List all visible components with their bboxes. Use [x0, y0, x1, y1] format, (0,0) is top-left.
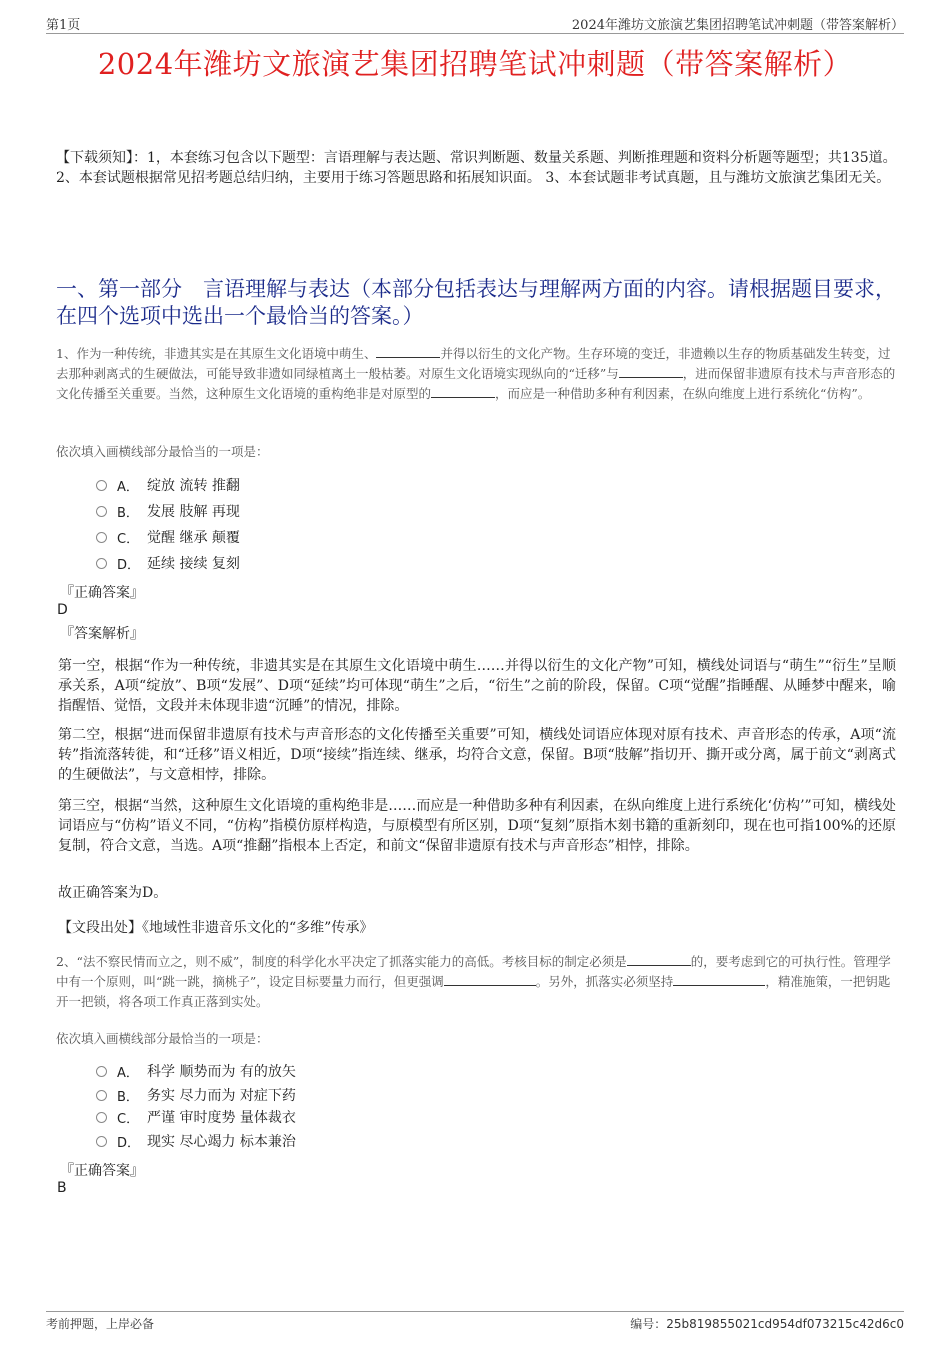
- option-c[interactable]: [96, 1106, 296, 1128]
- option-d[interactable]: [96, 550, 240, 576]
- question-2-prompt: 依次填入画横线部分最恰当的一项是：: [56, 1031, 269, 1046]
- radio-icon[interactable]: [96, 1136, 107, 1147]
- q2-part2: 的，要考虑到它的可执行性。管理学中有一个原则，叫“跳一跳，摘桃子”，设定目标要量力而行，但更强调: [56, 954, 891, 989]
- option-b[interactable]: [96, 1084, 296, 1106]
- question-1-prompt: 依次填入画横线部分最恰当的一项是：: [56, 444, 269, 459]
- code-value: 25b819855021cd954df073215c42d6c0: [666, 1317, 904, 1331]
- analysis-paragraph: 第二空，根据“进而保留非遗原有技术与声音形态的文化传播至关重要”可知，横线处词语应体现对原有技术、声音形态的传承，A项“流转”指流落转徙，和“迁移”语义相近，D项“接续”指连续、继承，均符合文意，保留。B项“肢解”指切开、撕开或分离，属于前文“剥离式的生硬做法”，与文意相悖，排除。: [58, 727, 896, 783]
- header-rule: [46, 33, 904, 34]
- q1-part1: 1、作为一种传统，非遗其实是在其原生文化语境中萌生、: [56, 346, 377, 361]
- document-code: [630, 1315, 904, 1332]
- option-d[interactable]: [96, 1128, 296, 1154]
- document-title: 2024年潍坊文旅演艺集团招聘笔试冲刺题（带答案解析）: [97, 47, 853, 81]
- question-1-options: [96, 472, 240, 576]
- option-a[interactable]: [96, 1058, 296, 1084]
- analysis-label: 『答案解析』: [60, 626, 144, 642]
- option-text: 延续 接续 复刻: [147, 556, 240, 572]
- radio-icon[interactable]: [96, 1066, 107, 1077]
- correct-answer: B: [57, 1180, 67, 1196]
- option-letter: D．: [117, 1135, 141, 1151]
- option-letter: D．: [117, 557, 141, 573]
- analysis-conclusion: 故正确答案为D。: [58, 885, 168, 901]
- option-letter: B．: [117, 1089, 139, 1105]
- answer-label: 『正确答案』: [60, 585, 144, 601]
- analysis-paragraph: 第三空，根据“当然，这种原生文化语境的重构绝非是……而应是一种借助多种有利因素，在纵向维度上进行系统化‘仿构’”可知，横线处词语应与“仿构”语义不同，“仿构”指模仿原样构造，与原模型有所区别，D项“复刻”原指木刻书籍的重新刻印，现在也可指100%的还原复制，符合文意，当选。A项“推翻”指根本上否定，和前文“保留非遗原有技术与声音形态”相悖，排除。: [58, 798, 896, 854]
- option-text: 绽放 流转 推翻: [147, 478, 240, 494]
- option-text: 严谨 审时度势 量体裁衣: [147, 1110, 296, 1126]
- analysis-paragraph: 第一空，根据“作为一种传统，非遗其实是在其原生文化语境中萌生……并得以衍生的文化产物”可知，横线处词语与“萌生”“衍生”呈顺承关系，A项“绽放”、B项“发展”、D项“延续”均可体现“萌生”之后，“衍生”之前的阶段，保留。C项“觉醒”指睡醒、从睡梦中醒来，喻指醒悟、觉悟，文段并未体现非遗“沉睡”的情况，排除。: [58, 658, 896, 714]
- option-text: 务实 尽力而为 对症下药: [147, 1088, 296, 1104]
- blank-3: [431, 385, 495, 398]
- code-label: 编号：: [630, 1317, 667, 1331]
- blank-2: [619, 365, 683, 378]
- option-text: 觉醒 继承 颠覆: [147, 530, 240, 546]
- blank-3: [673, 973, 765, 986]
- running-header: 2024年潍坊文旅演艺集团招聘笔试冲刺题（带答案解析）: [571, 18, 904, 33]
- option-letter: C．: [117, 531, 140, 547]
- q2-part1: 2、“法不察民情而立之，则不威”，制度的科学化水平决定了抓落实能力的高低。考核目标的制定必须是: [56, 954, 627, 969]
- footer-slogan: 考前押题，上岸必备: [46, 1317, 155, 1331]
- radio-icon[interactable]: [96, 480, 107, 491]
- answer-label: 『正确答案』: [60, 1163, 144, 1179]
- page-number: 第1页: [46, 18, 81, 33]
- q2-part4: ，精准施策，一把钥匙开一把锁，将各项工作真正落到实处。: [56, 974, 891, 1009]
- question-2-text: [56, 952, 898, 1012]
- q1-part2: 并得以衍生的文化产物。生存环境的变迁，非遗赖以生存的物质基础发生转变，过去那种剥离式的生硬做法，可能导致非遗如同绿植离土一般枯萎。对原生文化语境实现纵向的“迁移”与: [56, 346, 891, 381]
- option-c[interactable]: [96, 524, 240, 550]
- q2-part3: 。另外，抓落实必须坚持: [535, 974, 674, 989]
- option-text: 现实 尽心竭力 标本兼治: [147, 1134, 296, 1150]
- blank-2: [444, 973, 536, 986]
- option-text: 发展 肢解 再现: [147, 504, 240, 520]
- download-notice: 【下载须知】：1，本套练习包含以下题型：言语理解与表达题、常识判断题、数量关系题、判断推理题和资料分析题等题型；共135道。 2、本套试题根据常见招考题总结归纳，主要用于练习答题思路和拓展知识面。 3、本套试题非考试真题，且与潍坊文旅演艺集团无关。: [56, 150, 897, 186]
- question-2-options: [96, 1058, 296, 1154]
- radio-icon[interactable]: [96, 1090, 107, 1101]
- radio-icon[interactable]: [96, 506, 107, 517]
- option-b[interactable]: [96, 498, 240, 524]
- option-letter: B．: [117, 505, 139, 521]
- option-letter: A．: [117, 479, 139, 495]
- question-1-text: [56, 344, 898, 404]
- section-title: 一、第一部分 言语理解与表达（本部分包括表达与理解两方面的内容。请根据题目要求，在四个选项中选出一个最恰当的答案。）: [56, 277, 896, 328]
- radio-icon[interactable]: [96, 532, 107, 543]
- option-text: 科学 顺势而为 有的放矢: [147, 1064, 296, 1080]
- option-a[interactable]: [96, 472, 240, 498]
- blank-1: [376, 345, 440, 358]
- option-letter: C．: [117, 1111, 140, 1127]
- option-letter: A．: [117, 1065, 139, 1081]
- passage-source: 【文段出处】《地域性非遗音乐文化的“多维”传承》: [58, 920, 374, 936]
- radio-icon[interactable]: [96, 558, 107, 569]
- footer-rule: [46, 1311, 904, 1312]
- blank-1: [627, 953, 691, 966]
- q1-part3: ，进而保留非遗原有技术与声音形态的文化传播至关重要。当然，这种原生文化语境的重构绝非是对原型的: [56, 366, 896, 401]
- radio-icon[interactable]: [96, 1112, 107, 1123]
- q1-part4: ，而应是一种借助多种有利因素，在纵向维度上进行系统化“仿构”。: [495, 386, 871, 401]
- correct-answer: D: [57, 602, 68, 618]
